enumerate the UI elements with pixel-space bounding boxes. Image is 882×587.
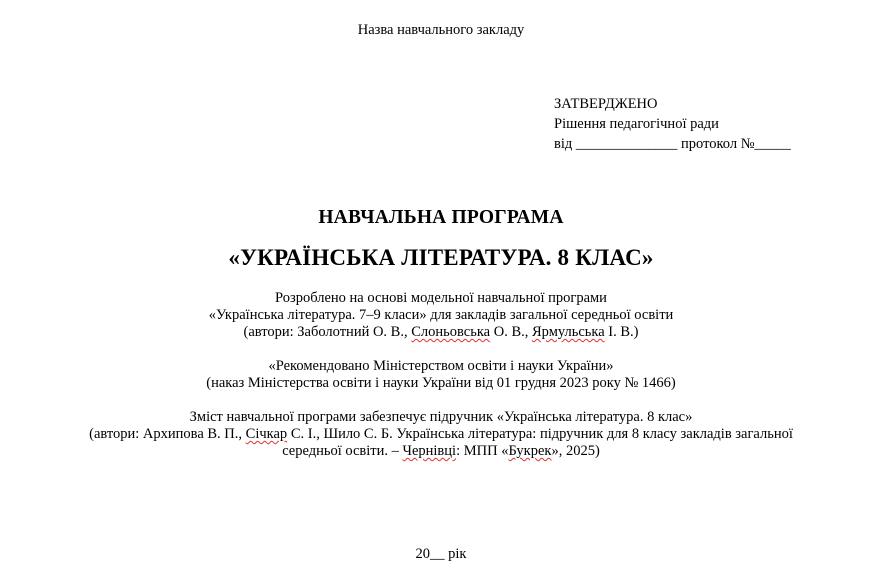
approval-block: [554, 94, 791, 154]
textbook-author-2: Січкар: [245, 426, 288, 442]
year-line: 20__ рік: [415, 546, 467, 562]
basis-authors-prefix: (автори: Заболотний О. В.,: [243, 324, 412, 340]
approval-date-blank: ______________: [575, 136, 678, 152]
institution-name: Назва навчального закладу: [357, 22, 525, 38]
textbook-line-3-mid: : МПП «: [456, 443, 509, 459]
program-title: НАВЧАЛЬНА ПРОГРАМА: [318, 207, 564, 228]
textbook-publisher: Букрек: [508, 443, 552, 459]
course-title: «УКРАЇНСЬКА ЛІТЕРАТУРА. 8 КЛАС»: [228, 245, 654, 270]
textbook-line-1: Зміст навчальної програми забезпечує підручник «Українська література. 8 клас»: [189, 409, 693, 425]
approval-from-prefix: від: [554, 136, 573, 152]
textbook-line-3-suffix: », 2025): [551, 443, 600, 459]
approval-heading: ЗАТВЕРДЖЕНО: [554, 96, 658, 112]
textbook-line-2-suffix: С. І., Шило С. Б. Українська література: підручник для 8 класу закладів загальної: [287, 426, 793, 442]
basis-line-1: Розроблено на основі модельної навчальної програми: [275, 290, 607, 306]
textbook-line-3: [0, 443, 882, 460]
basis-line-2: «Українська література. 7–9 класи» для закладів загальної середньої освіти: [208, 307, 674, 323]
basis-authors: [0, 324, 882, 341]
basis-author-2: Слоньовська: [411, 324, 491, 340]
approval-date-line: [554, 134, 791, 154]
approval-protocol-blank: _____: [754, 136, 791, 152]
textbook-line-2-prefix: (автори: Архипова В. П.,: [89, 426, 246, 442]
approval-decision: Рішення педагогічної ради: [554, 116, 719, 132]
recommendation-line-2: (наказ Міністерства освіти і науки України від 01 грудня 2023 року № 1466): [206, 375, 676, 391]
recommendation-line-1: «Рекомендовано Міністерством освіти і науки України»: [268, 358, 614, 374]
basis-author-2-suffix: О. В.,: [490, 324, 532, 340]
textbook-city: Чернівці: [402, 443, 457, 459]
textbook-line-3-prefix: середньої освіти. –: [282, 443, 403, 459]
textbook-line-2: [0, 426, 882, 443]
basis-author-3-suffix: І. В.): [604, 324, 639, 340]
approval-protocol-label: протокол №: [681, 136, 755, 152]
basis-author-3: Ярмульська: [532, 324, 605, 340]
